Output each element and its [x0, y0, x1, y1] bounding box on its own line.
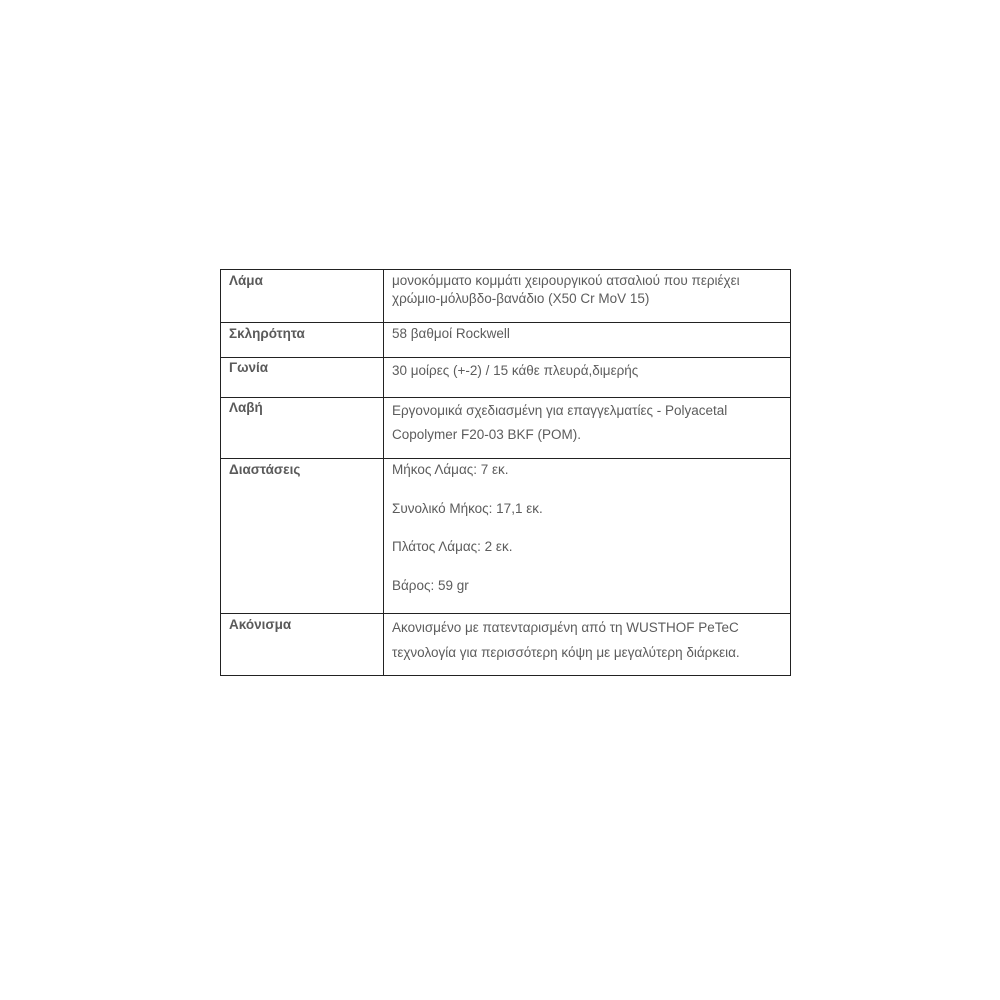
- spec-row-hardness: [221, 323, 791, 358]
- spec-value-angle: 30 μοίρες (+-2) / 15 κάθε πλευρά,διμερής: [384, 358, 791, 398]
- dimension-blade-length: Μήκος Λάμας: 7 εκ.: [392, 462, 509, 477]
- dimension-weight: Βάρος: 59 gr: [392, 577, 469, 593]
- dimension-total-length: Συνολικό Μήκος: 17,1 εκ.: [392, 500, 543, 516]
- spec-row-dimensions: [221, 459, 791, 614]
- spec-row-blade: [221, 270, 791, 323]
- spec-label-angle: Γωνία: [221, 358, 384, 398]
- specifications-table: [220, 269, 791, 676]
- spec-value-dimensions: [384, 459, 791, 614]
- spec-value-sharpening: Ακονισμένο με πατενταρισμένη από τη WUSTHOF PeTeC τεχνολογία για περισσότερη κόψη με μεγαλύτερη διάρκεια.: [384, 614, 791, 676]
- spec-row-handle: [221, 398, 791, 459]
- spec-value-blade: μονοκόμματο κομμάτι χειρουργικού ατσαλιού που περιέχει χρώμιο-μόλυβδο-βανάδιο (X50 Cr MoV 15): [384, 270, 791, 323]
- dimension-blade-width: Πλάτος Λάμας: 2 εκ.: [392, 539, 513, 554]
- spec-value-hardness: 58 βαθμοί Rockwell: [384, 323, 791, 358]
- spec-label-blade: Λάμα: [221, 270, 384, 323]
- spec-label-hardness: Σκληρότητα: [221, 323, 384, 358]
- spec-label-sharpening: Ακόνισμα: [221, 614, 384, 676]
- spec-label-dimensions: Διαστάσεις: [221, 459, 384, 614]
- spec-row-sharpening: [221, 614, 791, 676]
- spec-label-handle: Λαβή: [221, 398, 384, 459]
- spec-value-handle: Εργονομικά σχεδιασμένη για επαγγελματίες - Polyacetal Copolymer F20-03 BKF (POM).: [384, 398, 791, 459]
- spec-row-angle: [221, 358, 791, 398]
